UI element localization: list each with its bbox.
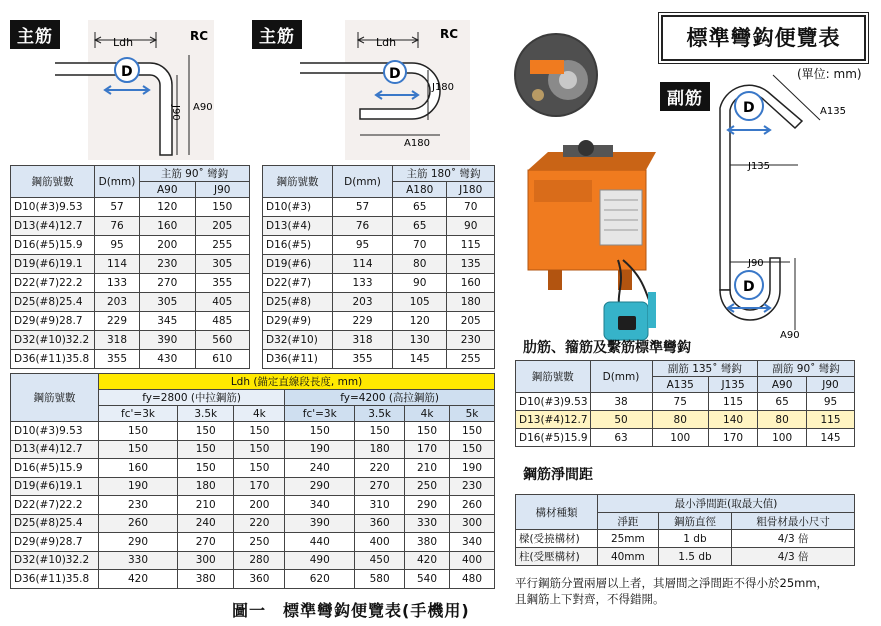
table-cell: D19(#6)19.1 — [11, 477, 99, 496]
table-row — [11, 255, 250, 274]
table-cell: 270 — [140, 274, 196, 293]
table-cell: 135 — [447, 255, 495, 274]
table-row — [11, 312, 250, 331]
table-row — [11, 570, 495, 589]
col-group: 主筋 180˚ 彎鈎 — [393, 166, 495, 182]
page-title: 標準彎鈎便覽表 — [661, 15, 866, 61]
table-cell: D19(#6)19.1 — [11, 255, 95, 274]
stirrup-j135-label: J135 — [748, 161, 771, 172]
table-cell: 560 — [195, 331, 249, 350]
table-cell: 150 — [450, 440, 495, 459]
table-cell: D29(#9)28.7 — [11, 533, 99, 552]
table-cell: 90 — [393, 274, 447, 293]
main-rebar-tag-left: 主筋 — [10, 20, 60, 49]
table-row — [263, 274, 495, 293]
table-cell: 80 — [652, 411, 708, 429]
table-cell: 400 — [450, 551, 495, 570]
table-cell: 210 — [178, 496, 234, 515]
col-a180: A180 — [393, 182, 447, 198]
table-cell: 150 — [234, 459, 285, 478]
table-cell: 130 — [393, 331, 447, 350]
table-cell: D13(#4)12.7 — [516, 411, 591, 429]
table-cell: 300 — [450, 514, 495, 533]
table-cell: 620 — [285, 570, 355, 589]
table-cell: 210 — [405, 459, 450, 478]
column-header: 4k — [405, 406, 450, 422]
table-row — [516, 393, 855, 411]
col-rebar: 鋼筋號數 — [516, 361, 591, 393]
table-cell: D36(#11)35.8 — [11, 350, 95, 369]
table-cell: D16(#5)15.9 — [516, 429, 591, 447]
table-cell: 270 — [178, 533, 234, 552]
table-cell: D36(#11)35.8 — [11, 570, 99, 589]
table-cell: 57 — [95, 198, 140, 217]
table-cell: 355 — [95, 350, 140, 369]
table-cell: D22(#7)22.2 — [11, 274, 95, 293]
table-cell: 115 — [708, 393, 757, 411]
column-header: 4k — [234, 406, 285, 422]
table-row — [11, 274, 250, 293]
table-cell: 76 — [333, 217, 393, 236]
stirrup-d-label-bottom: D — [743, 279, 755, 295]
table-cell: 160 — [140, 217, 196, 236]
table-cell: 40mm — [598, 548, 659, 566]
table-cell: 1 db — [658, 530, 732, 548]
col-rebar: 鋼筋號數 — [11, 166, 95, 198]
hook-90-drawing — [55, 20, 225, 165]
table-cell: 260 — [450, 496, 495, 515]
table-cell: 305 — [140, 293, 196, 312]
table-row — [11, 331, 250, 350]
stirrup-hook-drawing — [700, 70, 875, 345]
table-cell: D22(#7)22.2 — [11, 496, 99, 515]
table-cell: 70 — [447, 198, 495, 217]
table-cell: 540 — [405, 570, 450, 589]
table-cell: 490 — [285, 551, 355, 570]
table-cell: 340 — [450, 533, 495, 552]
table-cell: 229 — [333, 312, 393, 331]
hook-180-d-label: D — [389, 66, 401, 82]
table-row — [263, 350, 495, 369]
stirrup-d-label-top: D — [743, 100, 755, 116]
table-cell: 280 — [234, 551, 285, 570]
table-cell: 205 — [447, 312, 495, 331]
table-cell: 樑(受撓構材) — [516, 530, 598, 548]
main-rebar-tag-right: 主筋 — [252, 20, 302, 49]
table-cell: 114 — [95, 255, 140, 274]
secondary-rebar-tag: 副筋 — [660, 82, 710, 111]
table-cell: D19(#6) — [263, 255, 333, 274]
table-cell: 290 — [285, 477, 355, 496]
table-cell: 80 — [758, 411, 807, 429]
stirrup-a135-label: A135 — [820, 106, 846, 117]
table-cell: 180 — [178, 477, 234, 496]
spacing-note-line2: 且鋼筋上下對齊，不得錯開。 — [515, 592, 665, 606]
table-row — [516, 411, 855, 429]
table-row — [263, 217, 495, 236]
table-cell: 330 — [99, 551, 178, 570]
table-cell: 120 — [393, 312, 447, 331]
table-cell: 160 — [99, 459, 178, 478]
table-row — [11, 496, 495, 515]
table-cell: D16(#5) — [263, 236, 333, 255]
table-cell: 405 — [195, 293, 249, 312]
table-cell: 190 — [285, 440, 355, 459]
table-cell: 65 — [758, 393, 807, 411]
table-cell: D32(#10)32.2 — [11, 551, 99, 570]
unit-note: (單位: mm) — [797, 67, 862, 81]
col-group: 最小淨間距(取最大值) — [598, 495, 855, 513]
table-cell: D29(#9) — [263, 312, 333, 331]
table-cell: 305 — [195, 255, 249, 274]
table-cell: 440 — [285, 533, 355, 552]
table-cell: 260 — [99, 514, 178, 533]
table-cell: D10(#3) — [263, 198, 333, 217]
table-cell: 115 — [807, 411, 855, 429]
table-cell: 255 — [195, 236, 249, 255]
table-cell: 4/3 倍 — [732, 548, 855, 566]
table-cell: D13(#4) — [263, 217, 333, 236]
table-cell: 480 — [450, 570, 495, 589]
column-header: 3.5k — [355, 406, 405, 422]
table-cell: 450 — [355, 551, 405, 570]
table-cell: 1.5 db — [658, 548, 732, 566]
col-group: 主筋 90˚ 彎鈎 — [140, 166, 250, 182]
column-header: 粗骨材最小尺寸 — [732, 513, 855, 530]
spacing-note — [515, 575, 828, 607]
ldh-table — [10, 373, 495, 589]
table-cell: 390 — [140, 331, 196, 350]
table-cell: 220 — [355, 459, 405, 478]
table-row — [263, 312, 495, 331]
table-cell: 380 — [405, 533, 450, 552]
table-cell: 180 — [447, 293, 495, 312]
table-cell: 70 — [393, 236, 447, 255]
table-cell: 4/3 倍 — [732, 530, 855, 548]
col-group-135: 副筋 135˚ 彎鈎 — [652, 361, 758, 377]
column-header: fc'=3k — [99, 406, 178, 422]
table-cell: 50 — [590, 411, 652, 429]
column-header: J135 — [708, 377, 757, 393]
hook-180-j-label: J180 — [432, 82, 455, 93]
table-cell: 290 — [405, 496, 450, 515]
table-row — [516, 530, 855, 548]
table-cell: 340 — [285, 496, 355, 515]
table-row — [263, 236, 495, 255]
table-cell: 180 — [355, 440, 405, 459]
hook-90-d-label: D — [121, 64, 133, 80]
col-type: 構材種類 — [516, 495, 598, 530]
table-cell: D32(#10)32.2 — [11, 331, 95, 350]
col-rebar: 鋼筋號數 — [263, 166, 333, 198]
col-rebar: 鋼筋號數 — [11, 374, 99, 422]
table-cell: 38 — [590, 393, 652, 411]
table-cell: 95 — [95, 236, 140, 255]
table-cell: 170 — [405, 440, 450, 459]
table-cell: 150 — [234, 422, 285, 441]
column-header: A90 — [758, 377, 807, 393]
table-cell: 190 — [450, 459, 495, 478]
col-j180: J180 — [447, 182, 495, 198]
table-cell: 430 — [140, 350, 196, 369]
table-cell: 240 — [285, 459, 355, 478]
table-row — [11, 198, 250, 217]
hook-90-rc-label: RC — [190, 29, 209, 43]
table-cell: 65 — [393, 217, 447, 236]
table-row — [11, 293, 250, 312]
hook-90-a-label: A90 — [193, 102, 213, 113]
table-cell: 290 — [99, 533, 178, 552]
table-cell: 63 — [590, 429, 652, 447]
table-cell: 95 — [807, 393, 855, 411]
table-cell: D10(#3)9.53 — [516, 393, 591, 411]
table-cell: 115 — [447, 236, 495, 255]
col-d: D(mm) — [590, 361, 652, 393]
table-cell: 255 — [447, 350, 495, 369]
table-cell: 150 — [450, 422, 495, 441]
column-header: A135 — [652, 377, 708, 393]
table-cell: 420 — [99, 570, 178, 589]
table-cell: 100 — [652, 429, 708, 447]
table-cell: 100 — [758, 429, 807, 447]
table-cell: 75 — [652, 393, 708, 411]
table-cell: 580 — [355, 570, 405, 589]
rebar-bender-photo — [508, 30, 656, 360]
column-header: fc'=3k — [285, 406, 355, 422]
table-cell: 250 — [405, 477, 450, 496]
table-cell: 330 — [405, 514, 450, 533]
table-cell: 150 — [405, 422, 450, 441]
table-cell: 355 — [195, 274, 249, 293]
spacing-title: 鋼筋淨間距 — [523, 467, 593, 483]
ldh-fy4200-header: fy=4200 (高拉鋼筋) — [285, 390, 495, 406]
table-cell: D25(#8) — [263, 293, 333, 312]
table-cell: 150 — [178, 422, 234, 441]
table-cell: 150 — [285, 422, 355, 441]
hook-180-table — [262, 165, 495, 369]
table-cell: 57 — [333, 198, 393, 217]
table-cell: 95 — [333, 236, 393, 255]
column-header: 鋼筋直徑 — [658, 513, 732, 530]
table-cell: D13(#4)12.7 — [11, 440, 99, 459]
table-cell: 345 — [140, 312, 196, 331]
column-header: 5k — [450, 406, 495, 422]
spacing-note-line1: 平行鋼筋分置兩層以上者，其層間之淨間距不得小於25mm， — [515, 576, 829, 590]
table-cell: 230 — [99, 496, 178, 515]
column-header: 3.5k — [178, 406, 234, 422]
hook-180-ldh-label: Ldh — [376, 36, 397, 49]
table-cell: 485 — [195, 312, 249, 331]
table-cell: D16(#5)15.9 — [11, 459, 99, 478]
stirrup-j90-label: J90 — [748, 258, 764, 269]
table-row — [11, 477, 495, 496]
hook-180-rc-label: RC — [440, 27, 459, 41]
table-row — [516, 429, 855, 447]
table-cell: 318 — [333, 331, 393, 350]
table-row — [11, 440, 495, 459]
table-row — [11, 422, 495, 441]
stirrup-title: 肋筋、籀筋及繫筋標準彎鈎 — [523, 340, 691, 356]
table-cell: D32(#10) — [263, 331, 333, 350]
table-row — [11, 350, 250, 369]
table-cell: 390 — [285, 514, 355, 533]
hook-180-drawing — [300, 20, 475, 165]
table-cell: 355 — [333, 350, 393, 369]
table-cell: 120 — [140, 198, 196, 217]
table-cell: 310 — [355, 496, 405, 515]
table-cell: 133 — [95, 274, 140, 293]
table-cell: 300 — [178, 551, 234, 570]
table-cell: D13(#4)12.7 — [11, 217, 95, 236]
table-cell: 105 — [393, 293, 447, 312]
table-row — [11, 236, 250, 255]
table-cell: 90 — [447, 217, 495, 236]
column-header: J90 — [807, 377, 855, 393]
table-cell: 25mm — [598, 530, 659, 548]
table-cell: 420 — [405, 551, 450, 570]
table-cell: 170 — [234, 477, 285, 496]
spacing-table — [515, 494, 855, 566]
table-row — [11, 459, 495, 478]
col-a90: A90 — [140, 182, 196, 198]
table-cell: 200 — [140, 236, 196, 255]
table-cell: 220 — [234, 514, 285, 533]
table-cell: 610 — [195, 350, 249, 369]
hook-90-ldh-label: Ldh — [113, 36, 134, 49]
table-cell: 250 — [234, 533, 285, 552]
table-row — [11, 217, 250, 236]
table-cell: 230 — [140, 255, 196, 274]
table-cell: D16(#5)15.9 — [11, 236, 95, 255]
table-cell: 150 — [99, 422, 178, 441]
column-header: 淨距 — [598, 513, 659, 530]
col-d: D(mm) — [333, 166, 393, 198]
table-cell: 80 — [393, 255, 447, 274]
table-cell: D10(#3)9.53 — [11, 422, 99, 441]
table-cell: 360 — [355, 514, 405, 533]
ldh-fy2800-header: fy=2800 (中拉鋼筋) — [99, 390, 285, 406]
stirrup-table — [515, 360, 855, 447]
table-cell: 65 — [393, 198, 447, 217]
stirrup-a90-label: A90 — [780, 330, 800, 341]
col-group-90: 副筋 90˚ 彎鈎 — [758, 361, 855, 377]
table-cell: 150 — [234, 440, 285, 459]
table-cell: 160 — [447, 274, 495, 293]
col-d: D(mm) — [95, 166, 140, 198]
table-cell: 190 — [99, 477, 178, 496]
table-cell: D25(#8)25.4 — [11, 293, 95, 312]
table-cell: 145 — [807, 429, 855, 447]
table-cell: 203 — [95, 293, 140, 312]
table-row — [263, 198, 495, 217]
table-cell: 205 — [195, 217, 249, 236]
figure-caption: 圖一 標準彎鈎便覽表(手機用) — [232, 601, 470, 620]
table-cell: 150 — [195, 198, 249, 217]
table-cell: 170 — [708, 429, 757, 447]
hook-90-table — [10, 165, 250, 369]
table-cell: D10(#3)9.53 — [11, 198, 95, 217]
table-cell: 114 — [333, 255, 393, 274]
table-row — [263, 255, 495, 274]
table-cell: 150 — [178, 459, 234, 478]
table-cell: 203 — [333, 293, 393, 312]
table-cell: 柱(受壓構材) — [516, 548, 598, 566]
table-cell: 318 — [95, 331, 140, 350]
table-cell: 76 — [95, 217, 140, 236]
table-cell: 150 — [355, 422, 405, 441]
ldh-main-header: Ldh (錨定直線段長度, mm) — [99, 374, 495, 390]
table-cell: 150 — [178, 440, 234, 459]
table-cell: 140 — [708, 411, 757, 429]
table-cell: D25(#8)25.4 — [11, 514, 99, 533]
hook-180-a-label: A180 — [404, 138, 430, 149]
table-cell: 230 — [447, 331, 495, 350]
table-cell: D29(#9)28.7 — [11, 312, 95, 331]
table-cell: D22(#7) — [263, 274, 333, 293]
hook-90-j-label: J90 — [170, 105, 181, 121]
table-cell: 229 — [95, 312, 140, 331]
table-row — [11, 551, 495, 570]
table-cell: 240 — [178, 514, 234, 533]
table-row — [263, 331, 495, 350]
table-cell: D36(#11) — [263, 350, 333, 369]
col-j90: J90 — [195, 182, 249, 198]
table-row — [11, 514, 495, 533]
table-row — [516, 548, 855, 566]
table-cell: 230 — [450, 477, 495, 496]
table-row — [11, 533, 495, 552]
table-cell: 133 — [333, 274, 393, 293]
table-cell: 145 — [393, 350, 447, 369]
table-cell: 270 — [355, 477, 405, 496]
table-cell: 150 — [99, 440, 178, 459]
table-cell: 400 — [355, 533, 405, 552]
table-row — [263, 293, 495, 312]
table-cell: 380 — [178, 570, 234, 589]
table-cell: 200 — [234, 496, 285, 515]
table-cell: 360 — [234, 570, 285, 589]
